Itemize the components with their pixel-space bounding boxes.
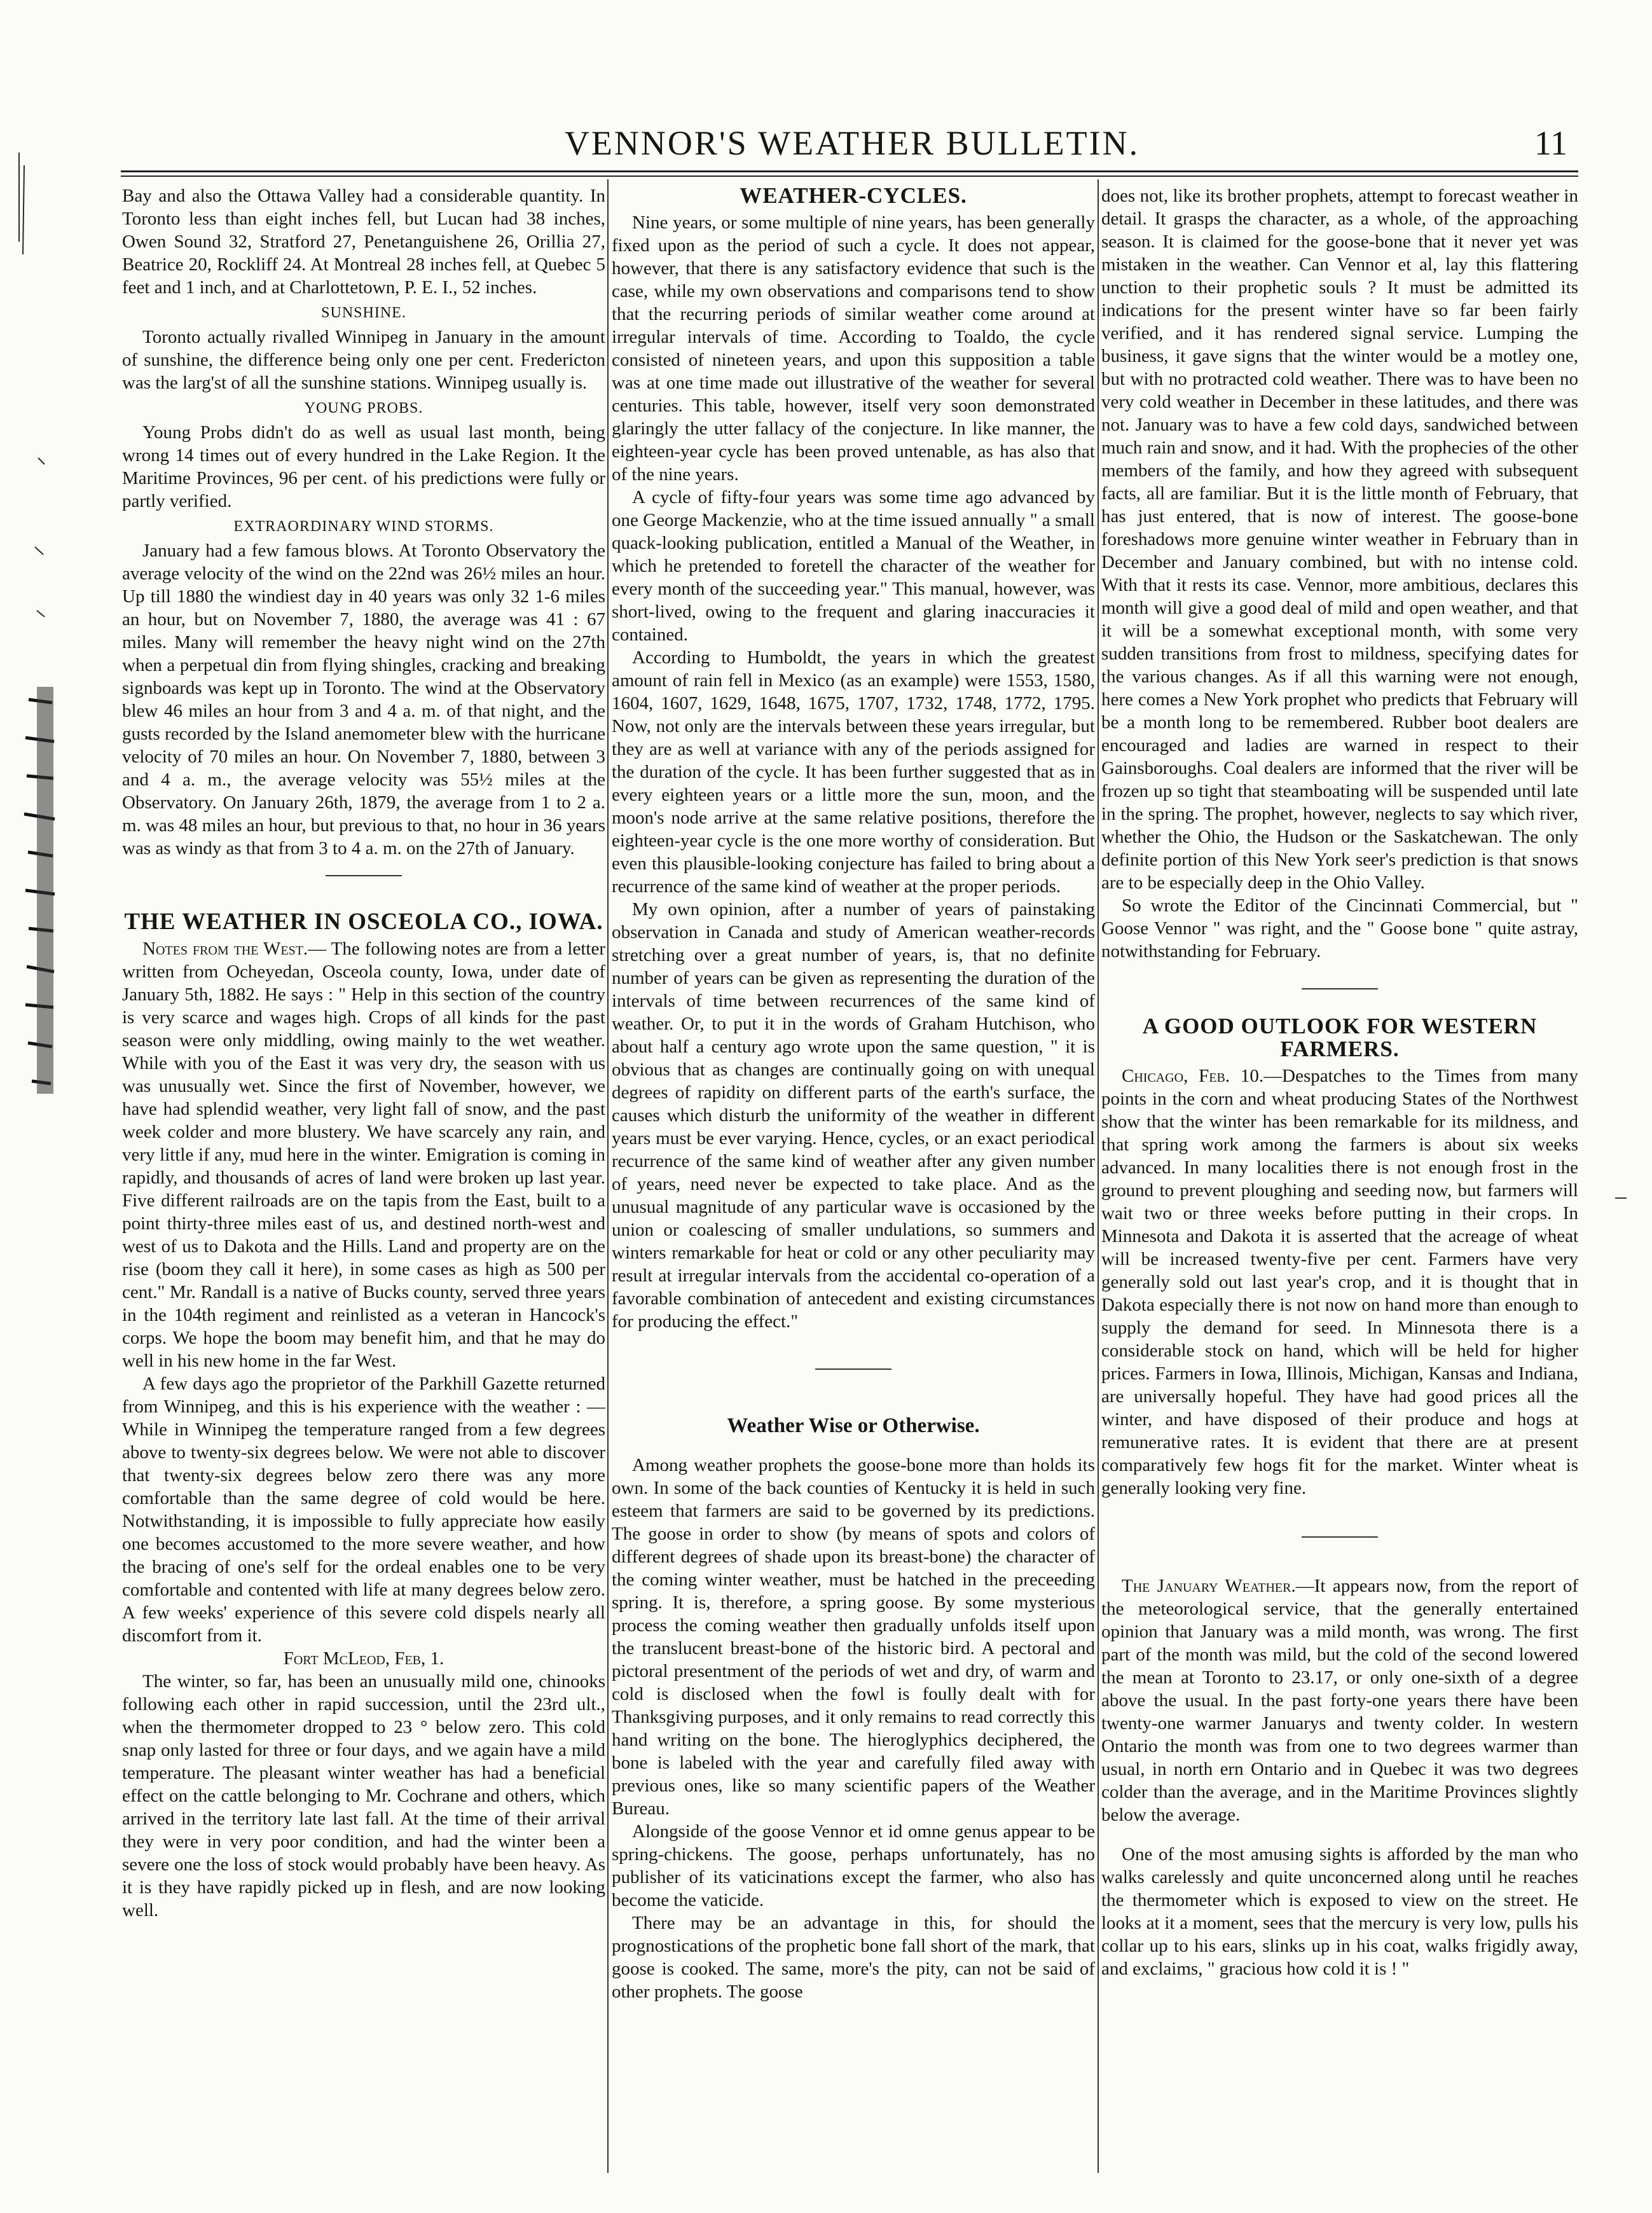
header-rule-bottom — [121, 176, 1578, 177]
weather-wise-paragraph-3: There may be an advantage in this, for should the prognostications of the prophetic bone fall short of the mark, that goose is cooked. The same, more's the pity, can not be said of other prophets. The goose — [612, 1913, 1095, 2002]
wind-storms-paragraph: January had a few famous blows. At Toronto Observatory the average velocity of the wind on the 22nd was 26½ miles an hour. Up till 1880 the windiest day in 40 years was only 32 1-6 miles an hour, but on November 7, 1880, the average was 41 : 67 miles. Many will remember the heavy night wind on the 27th when a perpetual din from flying shingles, cracking and breaking signboards was kept up in Toronto. The wind at the Observatory blew 46 miles an hour from 3 and 4 a. m. of that night, and the gusts recorded by the Island anemometer blew with the hurricane velocity of 70 miles an hour. On November 7, 1880, between 3 and 4 a. m., the average velocity was 55½ miles at the Observatory. On January 26th, 1879, the average from 1 to 2 a. m. was 48 miles an hour, but previous to that, no hour in 36 years was as windy as that from 3 to 4 a. m. on the 27th of January. — [122, 541, 605, 858]
thermometer-anecdote-paragraph: One of the most amusing sights is afforded by the man who walks carelessly and quite unconcerned along until he reaches the thermometer which is exposed to view on the street. He looks at it a moment, sees that the mercury is very low, pulls his collar up to his ears, slinks up in his coat, walks frigidly away, and exclaims, " gracious how cold it is ! " — [1101, 1844, 1578, 1979]
cycles-paragraph-2: A cycle of fifty-four years was some time ago advanced by one George Mackenzie, who at the time issued annually " a small quack-looking publication, entitled a Manual of the Weather, in which he pretended to foretell the character of the weather for every month of the succeeding year." This manual, however, was short-lived, owing to the frequent and glaring inaccuracies it contained. — [612, 487, 1095, 645]
iowa-paragraph-2: A few days ago the proprietor of the Parkhill Gazette returned from Winnipeg, and this is his experience with the weather : —While in Winnipeg the temperature ranged from a few degrees above to twenty-six degrees below. We were not able to discover that twenty-six degrees below zero there was any more comfortable than the same degree of cold would be here. Notwithstanding, it is impossible to fully appreciate how easily one becomes accustomed to the more severe weather, and how the bracing of one's self for the ordeal enables one to be very comfortable and contented with life at many degrees below zero. A few weeks' experience of this severe cold dispels nearly all discomfort from it. — [122, 1374, 605, 1646]
weather-wise-paragraph-1: Among weather prophets the goose-bone more than holds its own. In some of the back counties of Kentucky it is held in such esteem that farmers are said to be governed by its predictions. The goose in order to show (by means of spots and colors of different degrees of shade upon its breast-bone) the character of the coming winter weather, must be hatched in the preceeding spring. It is, therefore, a spring goose. By some mysterious process the coming weather then gradually unfolds itself upon the translucent breast-bone of the historic bird. A pectoral and pictoral presentment of the periods of wet and dry, of warm and cold is disclosed when the fowl is foully dealt with for Thanksgiving purposes, and it only remains to read correctly this hand writing on the bone. The hieroglyphics deciphered, the bone is labeled with the year and carefully filed away with previous ones, like so many scientific papers of the Weather Bureau. — [612, 1455, 1095, 1819]
cycles-paragraph-4: My own opinion, after a number of years of painstaking observation in Canada and study of American weather-records stretching over a great number of years, is, that no definite number of years can be given as representing the duration of the intervals of time between recurrences of the same kind of weather. Or, to put it in the words of Graham Hutchison, who about half a century ago wrote upon the same question, " it is obvious that as changes are continually going on with unequal degrees of rapidity on different parts of the earth's surface, the causes which disturb the uniformity of the weather in different years must be ever varying. Hence, cycles, or an exact periodical recurrence of the same kind of weather after any given number of years, need never be expected to take place. And as the unusual magnitude of any particular wave is occasioned by the union or coalescing of smaller undulations, so summers and winters remarkable for heat or cold or any other peculiarity may result at irregular intervals from the accidental co-operation of a favorable combination of antecedent and existing circumstances for producing the effect." — [612, 899, 1095, 1332]
running-title: VENNOR'S WEATHER BULLETIN. — [564, 124, 1140, 162]
page-header — [121, 123, 1583, 165]
column-middle — [612, 184, 1095, 2003]
cycles-paragraph-1: Nine years, or some multiple of nine years, has been generally fixed upon as the period of such a cycle. It does not appear, however, that there is any satisfactory evidence that such is the case, while my own observations and comparisons tend to show that the recurring periods of similar weather come around at irregular intervals of time. According to Toaldo, the cycle consisted of nineteen years, and upon this supposition a table was at one time made out illustrative of the weather for several centuries. This table, however, itself very soon demonstrated glaringly the utter fallacy of the conjecture. In like manner, the eighteen-year cycle has been proved untenable, as has also that of the nine years. — [612, 212, 1095, 485]
fort-mcleod-paragraph: The winter, so far, has been an unusually mild one, chinooks following each other in rapid succession, until the 23rd ult., when the thermometer dropped to 23 ° below zero. This cold snap only lasted for three or four days, and we again have a mild temperature. The pleasant winter weather has had a beneficial effect on the cattle belonging to Mr. Cochrane and others, which arrived in the territory late last fall. At the time of their arrival they were in very poor condition, and had the winter been a severe one the loss of stock would probably have been heavy. As it is they have rapidly picked up in flesh, and are now looking well. — [122, 1671, 605, 1920]
weather-cycles-title: WEATHER-CYCLES. — [740, 183, 967, 208]
separator — [1302, 988, 1378, 989]
iowa-body-1: — The following notes are from a letter written from Ocheyedan, Osceola county, Iowa, under date of January 5th, 1882. He says : " Help in this section of the country is very scarce and wages high. Crops of all kinds for the past season were only middling, owing mainly to the wet weather. While with you of the East it was very dry, the season with us was unusually wet. Since the first of November, however, we have had splendid weather, very light fall of snow, and the past week colder and more blustery. We have scarcely any rain, and very little if any, mud here in the winter. Emigration is coming in rapidly, and thousands of acres of land were broken up last year. Five different railroads are on the tapis from the East, built to a point thirty-three miles east of us, and destined north-west and west of us to Dakota and the Hills. Land and property are on the rise (boom they call it here), in some cases as high as 500 per cent." Mr. Randall is a native of Bucks county, served three years in the 104th regiment and reinlisted as a veteran in Hancock's corps. We hope the boom may benefit him, and that he may do well in his new home in the far West. — [122, 939, 605, 1371]
january-weather-paragraph — [1101, 1575, 1578, 1826]
weather-wise-closing: So wrote the Editor of the Cincinnati Commercial, but " Goose Vennor " was right, and the " Goose bone " quite astray, notwithstanding for February. — [1101, 895, 1578, 962]
weather-wise-paragraph-2: Alongside of the goose Vennor et id omne genus appear to be spring-chickens. The goose, perhaps unfortunately, has no publisher of its vaticinations except the farmer, who also has become the vaticide. — [612, 1821, 1095, 1910]
separator — [326, 875, 402, 876]
scanned-page-edge — [0, 127, 57, 1208]
page-number: 11 — [1534, 124, 1567, 162]
western-farmers-paragraph — [1101, 1065, 1578, 1499]
separator — [1302, 1536, 1378, 1538]
western-farmers-title: A GOOD OUTLOOK FOR WESTERN FARMERS. — [1142, 1014, 1538, 1061]
column-divider-2 — [1098, 179, 1099, 2173]
column-left — [122, 184, 605, 1922]
sunshine-paragraph: Toronto actually rivalled Winnipeg in January in the amount of sunshine, the difference being only one per cent. Fredericton was the larg'st of all the sunshine stations. Winnipeg usually is. — [122, 327, 605, 393]
fort-mcleod-dateline: Fort McLeod, Feb, 1. — [283, 1648, 444, 1669]
january-weather-body: —It appears now, from the report of the meteorological service, that the generally entertained opinion that January was a mild month, was wrong. The first part of the month was mild, but the cold of the second lowered the mean at Toronto to 23.17, or only one-sixth of a degree above the usual. In the past forty-one years there have been twenty-one warmer Januarys and twenty colder. In western Ontario the month was from one to two degrees warmer than usual, in north ern Ontario and in Quebec it was two degrees colder than the average, and in the Maritime Provinces slightly below the average. — [1101, 1576, 1578, 1825]
column-right — [1101, 184, 1578, 1980]
iowa-lead-in: Notes from the West. — [142, 939, 308, 959]
separator — [815, 1368, 891, 1370]
iowa-paragraph-1 — [122, 937, 605, 1372]
young-probs-subheading: YOUNG PROBS. — [304, 400, 423, 417]
weather-wise-continued: does not, like its brother prophets, attempt to forecast weather in detail. It grasps the character, as a whole, of the approaching season. It is claimed for the goose-bone that it never yet was mistaken in the weather. Can Vennor et al, lay this flattering unction to their prophetic souls ? It must be admitted its indications for the present winter have so far been fairly verified, and it has rendered signal service. Lumping the business, it gave signs that the winter would be a motley one, but with no protracted cold weather. There was to have been no very cold weather in December in these latitudes, and there was not. January was to have a few cold days, sandwiched between much rain and snow, and it had. With the prophecies of the other members of the family, and how they agreed with subsequent facts, all are familiar. But it is the little month of February, that has just entered, that is now of interest. The goose-bone foreshadows more genuine winter weather in February than in December and January combined, but with no intense cold. With that it rests its case. Vennor, more ambitious, declares this month will give a good deal of mild and open weather, and that it will be a somewhat exceptional month, with some very sudden transitions from frost to mildness, specifying dates for the various changes. As if all this warning were not enough, here comes a New York prophet who predicts that February will be a month long to be remembered. Rubber boot dealers are encouraged and ladies are warned in respect to their Gainsboroughs. Coal dealers are informed that the river will be frozen up so tight that steamboating will be suspended until late in the spring. The prophet, however, neglects to say which river, whether the Ohio, the Hudson or the Saskatchewan. The only definite portion of this New York seer's prediction is that snows are to be especially deep in the Ohio Valley. — [1101, 186, 1578, 893]
cycles-paragraph-3: According to Humboldt, the years in which the greatest amount of rain fell in Mexico (as an example) were 1553, 1580, 1604, 1607, 1629, 1648, 1675, 1707, 1732, 1748, 1772, 1795. Now, not only are the intervals between these years irregular, but they are as well at variance with any of the periods assigned for the duration of the cycle. It has been further suggested that as in every eighteen years or a little more the sun, moon, and the moon's node arrive at the same relative positions, therefore the eighteen-year cycle is the one more worthy of consideration. But even this plausible-looking conjecture has failed to bring about a recurrence of the same kind of weather at the proper periods. — [612, 647, 1095, 897]
sunshine-subheading: SUNSHINE. — [321, 305, 406, 321]
snowfall-paragraph: Bay and also the Ottawa Valley had a considerable quantity. In Toronto less than eight inches fell, but Lucan had 38 inches, Owen Sound 32, Stratford 27, Penetanguishene 26, Orillia 27, Beatrice 20, Rockliff 24. At Montreal 28 inches fell, at Quebec 5 feet and 1 inch, and at Charlottetown, P. E. I., 52 inches. — [122, 186, 605, 298]
column-divider-1 — [607, 179, 609, 2173]
western-farmers-body: —Despatches to the Times from many points in the corn and wheat producing States of the Northwest show that the winter has been remarkable for its mildness, and that spring work among the farmers is about six weeks advanced. In many localities there is not enough frost in the ground to prevent ploughing and seeding now, but farmers will wait two or three weeks before putting in their crops. In Minnesota and Dakota it is asserted that the acreage of wheat will be increased twenty-five per cent. Farmers have very generally sold out last year's crop, and it is thought that in Dakota especially there is not now on hand more than enough to supply the demand for seed. In Minnesota there is a considerable stock on hand, which will be held for higher prices. Farmers in Iowa, Illinois, Michigan, Kansas and Indiana, are universally hopeful. They have had good prices all the winter, and have disposed of their produce and hogs at remunerative rates. It is evident that there are at present comparatively few hogs fit for the market. Winter wheat is generally looking very fine. — [1101, 1066, 1578, 1498]
chicago-dateline: Chicago, Feb. 10. — [1122, 1066, 1264, 1086]
weather-wise-title: Weather Wise or Otherwise. — [727, 1414, 980, 1437]
iowa-article-title: THE WEATHER IN OSCEOLA CO., IOWA. — [124, 909, 603, 935]
header-rule-top — [121, 170, 1578, 172]
wind-storms-subheading: EXTRAORDINARY WIND STORMS. — [233, 518, 494, 535]
margin-mark — [1615, 1197, 1627, 1199]
january-weather-lead: The January Weather. — [1122, 1576, 1296, 1596]
young-probs-paragraph: Young Probs didn't do as well as usual last month, being wrong 14 times out of every hundred in the Lake Region. It the Maritime Provinces, 96 per cent. of his predictions were fully or partly verified. — [122, 422, 605, 511]
